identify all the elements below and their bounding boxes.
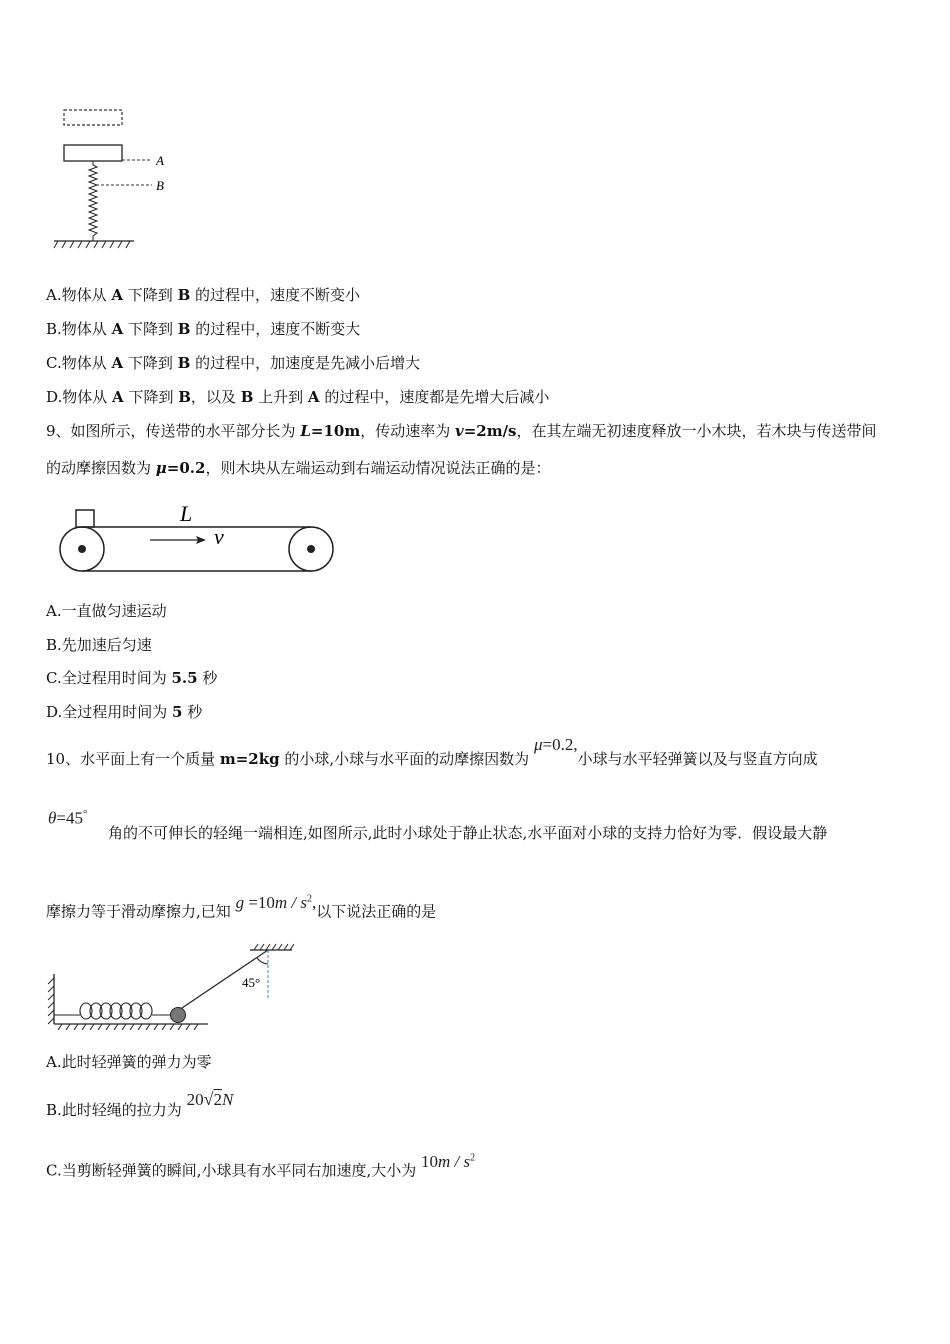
block — [64, 145, 122, 161]
dashed-block-outline — [64, 110, 122, 125]
theta-expression: θ=45° — [48, 808, 88, 828]
q10-stem-line2: 角的不可伸长的轻绳一端相连,如图所示,此时小球处于静止状态,水平面对小球的支持力恰好为零．假设最大静 — [108, 824, 828, 842]
q10-stem-line3: 摩擦力等于滑动摩擦力,已知 $g =10m / s^2$,以下说法正确的是 — [46, 892, 437, 921]
label-l: L — [180, 501, 193, 526]
q9-option-b: B.先加速后匀速 — [46, 636, 152, 654]
q10-stem-line1: 10、水平面上有一个质量 m=2kg 的小球,小球与水平面的动摩擦因数为 μ=0.2,小球与水平轻弹簧以及与竖直方向成 — [46, 735, 818, 768]
ball — [171, 1008, 186, 1023]
angle-label: 45° — [242, 975, 261, 990]
conveyor-figure — [56, 500, 346, 580]
q10-option-b: B.此时轻绳的拉力为 20√2N — [46, 1089, 234, 1119]
q8-option-a: A.物体从 A 下降到 B 的过程中，速度不断变小 — [46, 286, 361, 304]
q10-option-a: A.此时轻弹簧的弹力为零 — [46, 1053, 212, 1071]
q8-option-d: D.物体从 A 下降到 B，以及 B 上升到 A 的过程中，速度都是先增大后减小 — [46, 388, 550, 406]
q8-option-b: B.物体从 A 下降到 B 的过程中，速度不断变大 — [46, 320, 361, 338]
label-b: B — [156, 178, 164, 193]
q9-option-a: A.一直做匀速运动 — [46, 602, 167, 620]
label-a: A — [156, 153, 164, 168]
q9-stem-line2: 的动摩擦因数为 μ=0.2，则木块从左端运动到右端运动情况说法正确的是： — [46, 459, 551, 477]
label-v: v — [214, 524, 224, 549]
spring — [89, 161, 97, 241]
coil-spring — [54, 1003, 170, 1019]
q9-option-d: D.全过程用时间为 5 秒 — [46, 703, 203, 721]
q9-stem-line1: 9、如图所示，传送带的水平部分长为 L=10m，传动速率为 v=2m/s，在其左端无初速度释放一小木块，若木块与传送带间 — [46, 422, 877, 440]
q9-option-c: C.全过程用时间为 5.5 秒 — [46, 669, 218, 687]
spring-block-figure — [48, 105, 188, 255]
spring-rope-figure — [46, 940, 306, 1035]
q10-option-c: C.当剪断轻弹簧的瞬间,小球具有水平同右加速度,大小为 $10m / s^2$ — [46, 1151, 476, 1180]
q8-option-c: C.物体从 A 下降到 B 的过程中，加速度是先减小后增大 — [46, 354, 421, 372]
wood-block — [76, 510, 94, 527]
